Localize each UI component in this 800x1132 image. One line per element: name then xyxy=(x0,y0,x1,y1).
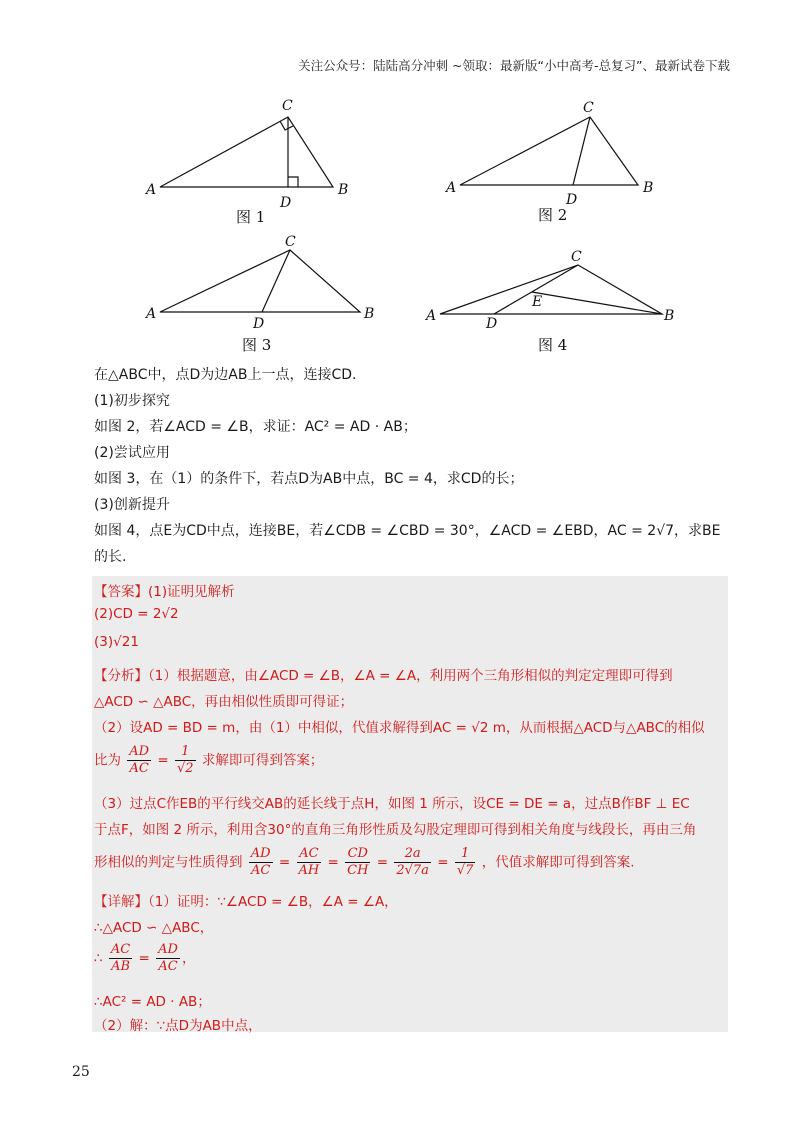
analysis-line7: 形相似的判定与性质得到 $\frac{AD}{AC}$ = $\frac{AC}{AH}$ = $\frac{CD}{CH}$ = $\frac{2a}{2√7a}$ = $\frac{1}{√7}$ ，代值求解即可得到答案. xyxy=(94,846,635,878)
fig4-label-d: D xyxy=(486,316,498,332)
text-span: 1 xyxy=(175,744,196,761)
text-span: ，代值求解即可得到答案. xyxy=(481,854,635,871)
figure-2 xyxy=(460,117,638,185)
page-header: 关注公众号：陆陆高分冲刺 ~领取：最新版“小中高考-总复习”、最新试卷下载 xyxy=(298,58,730,73)
figures-area xyxy=(0,92,800,362)
text-span: （1）根据题意，由∠ACD = ∠B，∠A = ∠A，利用两个三角形相似的判定定理即可得到 xyxy=(148,668,673,684)
fig3-caption: 图 3 xyxy=(242,336,272,354)
text-span: 比为 xyxy=(94,752,121,769)
text-span: AC xyxy=(110,942,131,957)
part1-title: (1)初步探究 xyxy=(94,393,170,409)
answer-3: (3)√21 xyxy=(94,634,139,650)
text-span: 形相似的判定与性质得到 xyxy=(94,854,243,871)
analysis-line1 xyxy=(94,664,673,684)
fig3-label-c: C xyxy=(285,234,296,250)
fig4-label-c: C xyxy=(571,249,582,265)
analysis-line5: （3）过点C作EB的平行线交AB的延长线于点H，如图 1 所示，设CE = DE = a，过点B作BF ⊥ EC xyxy=(94,796,690,812)
fig2-caption: 图 2 xyxy=(538,206,568,224)
text-span: AH xyxy=(298,863,320,878)
text-span: 1 xyxy=(455,846,476,863)
answer-line1 xyxy=(94,580,235,600)
text-span: 求解即可得到答案； xyxy=(201,752,324,769)
fig4-caption: 图 4 xyxy=(538,336,568,354)
fig1-caption: 图 1 xyxy=(236,208,266,226)
fig4-label-e: E xyxy=(532,294,543,310)
fig2-label-b: B xyxy=(643,180,654,196)
text-span: AC xyxy=(129,761,149,776)
answer-tag: 【答案】 xyxy=(94,584,148,600)
detail-line2: ∴△ACD ∽ △ABC， xyxy=(94,920,214,936)
part3-text: 如图 4，点E为CD中点，连接BE，若∠CDB = ∠CBD = 30°，∠ACD = ∠EBD，AC = 2√7，求BE xyxy=(94,523,721,539)
figure-4 xyxy=(440,265,662,314)
text-span: 2a xyxy=(394,846,431,863)
detail-line4: ∴AC² = AD · AB； xyxy=(94,994,211,1010)
fig4-label-b: B xyxy=(664,308,675,324)
fig1-label-c: C xyxy=(282,98,293,114)
analysis-line6: 于点F，如图 2 所示，利用含30°的直角三角形性质及勾股定理即可得到相关角度与线段长，再由三角 xyxy=(94,822,697,838)
fraction xyxy=(175,744,196,777)
part1-text: 如图 2，若∠ACD = ∠B，求证：AC² = AD · AB； xyxy=(94,419,417,435)
text-span: CD xyxy=(345,846,370,863)
text-span: √7 xyxy=(456,863,474,878)
text-span: AD xyxy=(158,942,178,957)
geometry-figures xyxy=(0,92,800,362)
analysis-line2: △ACD ∽ △ABC，再由相似性质即可得证； xyxy=(94,694,354,710)
text-span: AB xyxy=(111,959,131,974)
text-span: AC xyxy=(158,959,178,974)
fig2-label-a: A xyxy=(446,180,457,196)
fig1-label-a: A xyxy=(146,182,157,198)
analysis-line4: 比为 $\frac{AD}{AC}$ = $\frac{1}{√2}$ 求解即可得到答案； xyxy=(94,744,324,776)
text-span: ， xyxy=(181,950,196,967)
fig3-label-b: B xyxy=(364,306,375,322)
text-span: （1）证明：∵∠ACD = ∠B，∠A = ∠A， xyxy=(148,894,398,910)
detail-line3: ∴ $\frac{AC}{AB}$ = $\frac{AD}{AC}$ ， xyxy=(94,942,196,974)
fig2-label-c: C xyxy=(583,100,594,116)
analysis-line3: （2）设AD = BD = m，由（1）中相似，代值求解得到AC = √2 m，从而根据△ACD与△ABC的相似 xyxy=(94,720,705,736)
fig4-label-a: A xyxy=(426,308,437,324)
text-span: √2 xyxy=(177,761,194,776)
problem-statement xyxy=(94,364,734,572)
text-span: CH xyxy=(347,863,369,878)
fig3-label-a: A xyxy=(146,306,157,322)
answer-1: (1)证明见解析 xyxy=(148,584,235,600)
analysis-tag: 【分析】 xyxy=(94,668,148,684)
answer-2: (2)CD = 2√2 xyxy=(94,606,179,622)
fraction xyxy=(127,744,151,777)
text-span: AD xyxy=(129,744,150,759)
problem-intro: 在△ABC中，点D为边AB上一点，连接CD. xyxy=(94,367,357,383)
part2-text: 如图 3，在（1）的条件下，若点D为AB中点，BC = 4，求CD的长； xyxy=(94,471,524,487)
page-number: 25 xyxy=(72,1064,90,1080)
text-span: ∴ xyxy=(94,950,103,967)
part2-title: (2)尝试应用 xyxy=(94,445,170,461)
detail-line1 xyxy=(94,890,398,910)
part3-title: (3)创新提升 xyxy=(94,497,170,513)
text-span: 2√7a xyxy=(396,863,429,878)
detail-tag: 【详解】 xyxy=(94,894,148,910)
text-span: AC xyxy=(297,846,322,863)
text-span: AD xyxy=(250,846,271,861)
part3-tail: 的长. xyxy=(94,549,127,565)
fig1-label-b: B xyxy=(338,182,349,198)
figure-3 xyxy=(160,250,360,312)
fig1-label-d: D xyxy=(280,195,292,211)
detail-line5: （2）解：∵点D为AB中点， xyxy=(94,1018,262,1034)
figure-1 xyxy=(160,117,333,187)
fig3-label-d: D xyxy=(253,316,265,332)
fig2-label-d: D xyxy=(566,192,578,208)
text-span: AC xyxy=(251,863,271,878)
